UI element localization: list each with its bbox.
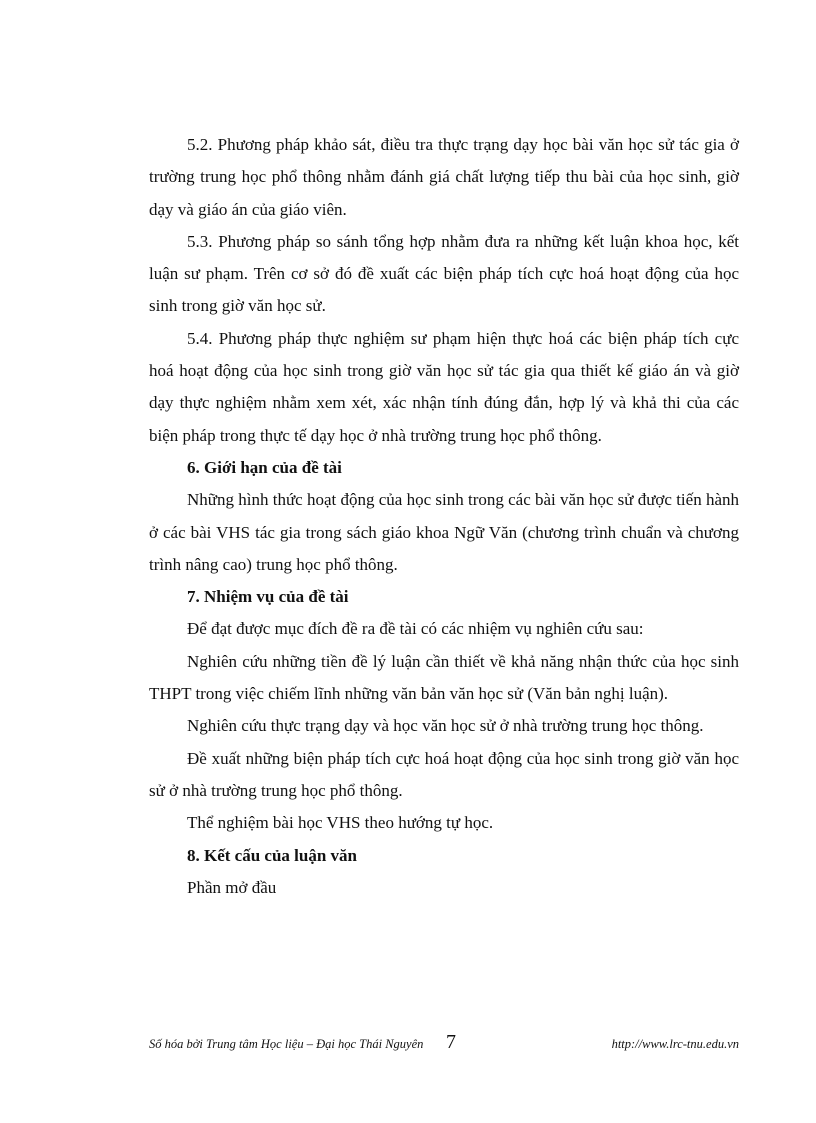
paragraph-task-2: Nghiên cứu thực trạng dạy và học văn học sử ở nhà trường trung học thông. (187, 716, 704, 736)
paragraph-task-4: Thể nghiệm bài học VHS theo hướng tự học. (187, 813, 494, 833)
page-number: 7 (446, 1031, 456, 1053)
paragraph-5-3: 5.3. Phương pháp so sánh tổng hợp nhằm đưa ra những kết luận khoa học, kết luận sư phạm. Trên cơ sở đó đề xuất các biện pháp tích cực hoá hoạt động của học sinh trong giờ văn học sử. (149, 231, 739, 316)
page-body (149, 129, 739, 904)
paragraph-task-3: Đề xuất những biện pháp tích cực hoá hoạt động của học sinh trong giờ văn học sử ở nhà trường trung học phổ thông. (149, 748, 739, 800)
paragraph-task-1: Nghiên cứu những tiền đề lý luận cần thiết về khả năng nhận thức của học sinh THPT trong việc chiếm lĩnh những văn bản văn học sử (Văn bản nghị luận). (149, 651, 739, 704)
heading-section-7: 7. Nhiệm vụ của đề tài (187, 587, 349, 607)
footer-url: http://www.lrc-tnu.edu.vn (611, 1037, 739, 1051)
paragraph-intro-part: Phần mở đầu (187, 877, 277, 897)
paragraph-tasks-intro: Để đạt được mục đích đề ra đề tài có các nhiệm vụ nghiên cứu sau: (187, 619, 644, 639)
paragraph-5-4: 5.4. Phương pháp thực nghiệm sư phạm hiện thực hoá các biện pháp tích cực hoá hoạt động của học sinh trong giờ văn học sử tác gia qua thiết kế giáo án và giờ dạy thực nghiệm nhằm xem xét, xác nhận tính đúng đắn, hợp lý và khả thi của các biện pháp trong thực tế dạy học ở nhà trường trung học phổ thông. (149, 328, 739, 445)
heading-section-8: 8. Kết cấu của luận văn (187, 845, 358, 865)
footer-source: Số hóa bởi Trung tâm Học liệu – Đại học Thái Nguyên (149, 1037, 424, 1051)
paragraph-scope: Những hình thức hoạt động của học sinh trong các bài văn học sử được tiến hành ở các bài VHS tác gia trong sách giáo khoa Ngữ Văn (chương trình chuẩn và chương trình nâng cao) trung học phổ thông. (149, 490, 739, 574)
page-footer (149, 1031, 739, 1061)
paragraph-5-2: 5.2. Phương pháp khảo sát, điều tra thực trạng dạy học bài văn học sử tác gia ở trường trung học phổ thông nhằm đánh giá chất lượng tiếp thu bài của học sinh, giờ dạy và giáo án của giáo viên. (149, 135, 739, 219)
heading-section-6: 6. Giới hạn của đề tài (187, 457, 342, 477)
